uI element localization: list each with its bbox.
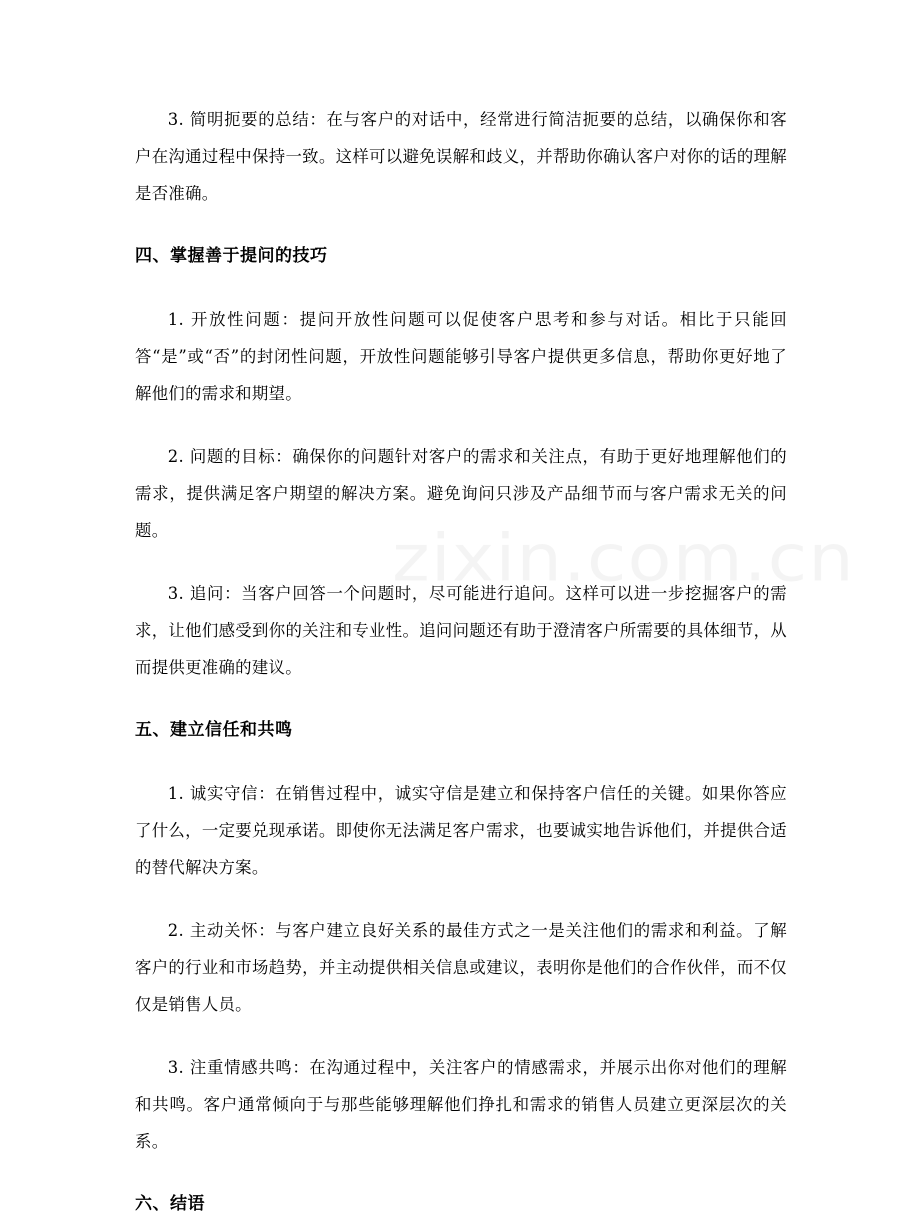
section-heading-conclusion: 六、结语 (135, 1194, 205, 1214)
paragraph-open-questions: 1. 开放性问题：提问开放性问题可以促使客户思考和参与对话。相比于只能回答“是”或“否”的封闭性问题，开放性问题能够引导客户提供更多信息，帮助你更好地了解他们的需求和期望。 (135, 310, 787, 403)
paragraph-follow-up: 3. 追问：当客户回答一个问题时，尽可能进行追问。这样可以进一步挖掘客户的需求，让他们感受到你的关注和专业性。追问问题还有助于澄清客户所需要的具体细节，从而提供更准确的建议。 (135, 584, 787, 677)
paragraph-honesty: 1. 诚实守信：在销售过程中，诚实守信是建立和保持客户信任的关键。如果你答应了什么，一定要兑现承诺。即使你无法满足客户需求，也要诚实地告诉他们，并提供合适的替代解决方案。 (135, 784, 787, 877)
paragraph-empathy: 3. 注重情感共鸣：在沟通过程中，关注客户的情感需求，并展示出你对他们的理解和共鸣。客户通常倾向于与那些能够理解他们挣扎和需求的销售人员建立更深层次的关系。 (135, 1058, 787, 1151)
paragraph-summary-tip: 3. 简明扼要的总结：在与客户的对话中，经常进行简洁扼要的总结，以确保你和客户在沟通过程中保持一致。这样可以避免误解和歧义，并帮助你确认客户对你的话的理解是否准确。 (135, 110, 787, 203)
paragraph-question-goals: 2. 问题的目标：确保你的问题针对客户的需求和关注点，有助于更好地理解他们的需求，提供满足客户期望的解决方案。避免询问只涉及产品细节而与客户需求无关的问题。 (135, 447, 787, 540)
section-heading-trust: 五、建立信任和共鸣 (135, 720, 293, 740)
paragraph-proactive-care: 2. 主动关怀：与客户建立良好关系的最佳方式之一是关注他们的需求和利益。了解客户的行业和市场趋势，并主动提供相关信息或建议，表明你是他们的合作伙伴，而不仅仅是销售人员。 (135, 921, 787, 1014)
document-body (135, 101, 787, 1223)
section-heading-questioning: 四、掌握善于提问的技巧 (135, 246, 328, 266)
